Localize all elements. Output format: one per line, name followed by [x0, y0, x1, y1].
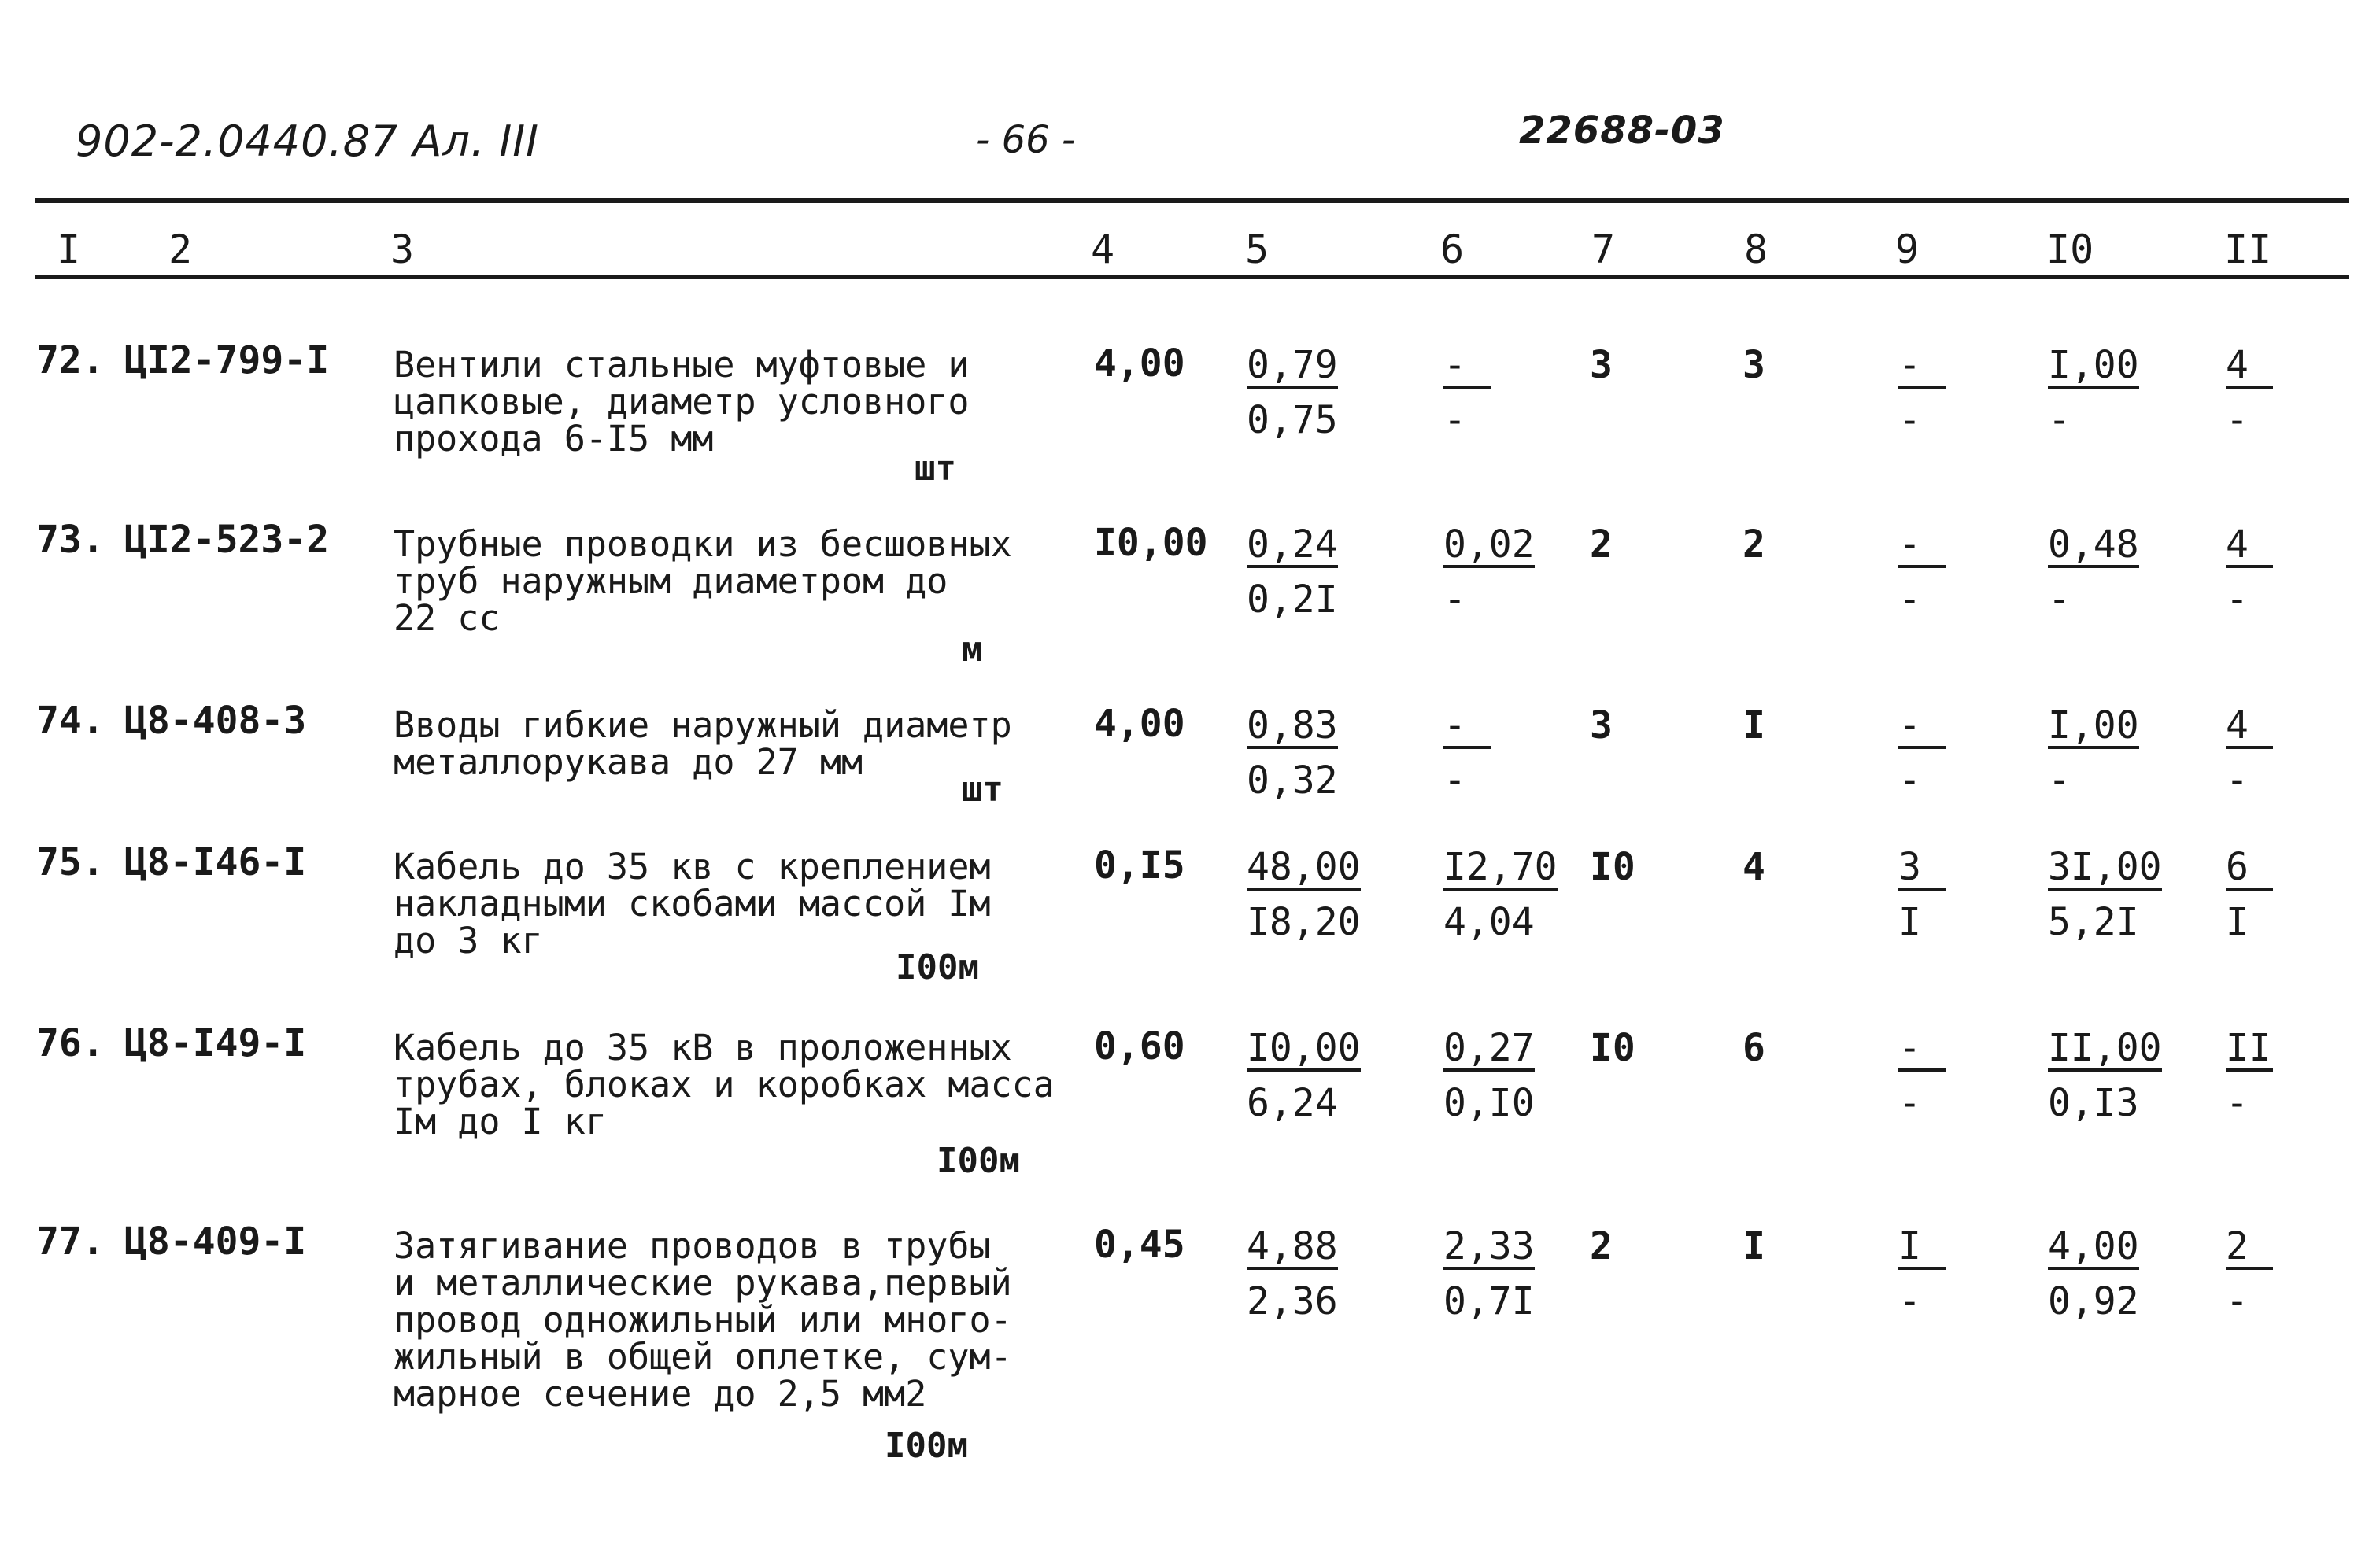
description-line: трубах, блоках и коробках масса — [394, 1064, 1055, 1105]
column-8-value: 2 — [1743, 522, 1765, 566]
value-top: 4,00 — [2048, 1224, 2139, 1268]
work-description — [394, 346, 970, 457]
description-line: и металлические рукава,первый — [394, 1262, 1012, 1304]
value-pair-c9 — [1898, 1026, 1946, 1125]
value-top: 48,00 — [1247, 845, 1361, 889]
column-7-value: 2 — [1590, 522, 1613, 566]
value-bottom: - — [1898, 758, 1921, 803]
value-top: 0,79 — [1247, 343, 1338, 387]
page-number: - 66 - — [976, 118, 1076, 162]
value-top: 0,02 — [1443, 522, 1535, 566]
quantity: I0,00 — [1094, 521, 1208, 565]
unit-label: шт — [962, 769, 1003, 810]
value-top: 0,27 — [1443, 1026, 1535, 1070]
description-line: 22 сс — [394, 597, 501, 639]
value-bottom: 0,I0 — [1443, 1081, 1535, 1125]
value-bottom: - — [1443, 398, 1466, 442]
value-top: - — [1898, 707, 1946, 749]
value-pair-c6 — [1443, 845, 1558, 944]
column-header-rule — [35, 275, 2349, 279]
value-bottom: - — [2226, 1081, 2249, 1125]
column-header-8: 8 — [1744, 227, 1768, 272]
column-8-value: 6 — [1743, 1026, 1765, 1070]
description-line: труб наружным диаметром до — [394, 560, 948, 602]
row-number: 74. — [36, 699, 105, 743]
row-number: 72. — [36, 338, 105, 382]
value-pair-c5 — [1247, 522, 1338, 622]
value-bottom: 2,36 — [1247, 1279, 1338, 1323]
value-bottom: - — [1898, 578, 1921, 622]
value-bottom: - — [1443, 578, 1466, 622]
column-header-10: I0 — [2046, 227, 2094, 272]
value-top: 2,33 — [1443, 1224, 1535, 1268]
description-line: цапковые, диаметр условного — [394, 381, 970, 423]
value-bottom: I — [2226, 900, 2249, 944]
value-pair-c5 — [1247, 703, 1338, 803]
column-header-5: 5 — [1245, 227, 1269, 272]
value-bottom: - — [1443, 758, 1466, 803]
quantity: 0,45 — [1094, 1223, 1185, 1267]
document-number: 22688-03 — [1519, 109, 1725, 153]
column-header-6: 6 — [1440, 227, 1465, 272]
description-line: марное сечение до 2,5 мм2 — [394, 1373, 927, 1415]
value-bottom: 6,24 — [1247, 1081, 1338, 1125]
rate-code: ЦI2-523-2 — [124, 518, 330, 562]
value-top: I2,70 — [1443, 845, 1558, 889]
value-bottom: I8,20 — [1247, 900, 1361, 944]
value-bottom: - — [2048, 578, 2071, 622]
rate-code: Ц8-I46-I — [124, 840, 307, 884]
value-top: 0,83 — [1247, 703, 1338, 747]
value-bottom: - — [1898, 398, 1921, 442]
value-top: - — [1443, 346, 1491, 389]
description-line: Трубные проводки из бесшовных — [394, 523, 1012, 565]
column-8-value: I — [1743, 1224, 1765, 1268]
value-pair-c11 — [2226, 1026, 2273, 1125]
work-description — [394, 1225, 1012, 1415]
value-bottom: - — [1898, 1279, 1921, 1323]
quantity: 0,60 — [1094, 1024, 1185, 1068]
row-number: 76. — [36, 1021, 105, 1065]
column-8-value: I — [1743, 703, 1765, 747]
row-number: 75. — [36, 840, 105, 884]
value-pair-c11 — [2226, 845, 2273, 944]
top-rule — [35, 198, 2349, 203]
work-description — [394, 704, 1012, 783]
value-pair-c6 — [1443, 522, 1535, 622]
value-bottom: 0,7I — [1443, 1279, 1535, 1323]
work-description — [394, 848, 991, 959]
value-top: I,00 — [2048, 703, 2139, 747]
value-pair-c11 — [2226, 522, 2273, 622]
value-bottom: 4,04 — [1443, 900, 1535, 944]
description-line: Затягивание проводов в трубы — [394, 1225, 991, 1267]
unit-label: I00м — [896, 947, 979, 987]
value-top: 0,48 — [2048, 522, 2139, 566]
value-pair-c6 — [1443, 703, 1491, 803]
value-pair-c9 — [1898, 845, 1946, 944]
value-pair-c9 — [1898, 703, 1946, 803]
value-bottom: - — [2048, 398, 2071, 442]
value-bottom: - — [2226, 1279, 2249, 1323]
value-pair-c11 — [2226, 343, 2273, 442]
value-bottom: 0,I3 — [2048, 1081, 2139, 1125]
column-7-value: 3 — [1590, 703, 1613, 747]
value-pair-c10 — [2048, 1224, 2139, 1323]
column-header-2: 2 — [168, 227, 193, 272]
value-top: 3 — [1898, 848, 1946, 891]
value-pair-c11 — [2226, 1224, 2273, 1323]
value-bottom: - — [2226, 578, 2249, 622]
rate-code: ЦI2-799-I — [124, 338, 330, 382]
value-top: 4 — [2226, 707, 2273, 749]
value-pair-c9 — [1898, 1224, 1946, 1323]
value-top: 6 — [2226, 848, 2273, 891]
value-top: 4,88 — [1247, 1224, 1338, 1268]
column-8-value: 3 — [1743, 343, 1765, 387]
value-top: I,00 — [2048, 343, 2139, 387]
value-top: II — [2226, 1029, 2273, 1072]
value-pair-c6 — [1443, 1224, 1535, 1323]
document-code: 902-2.0440.87 Ал. III — [76, 116, 540, 166]
value-bottom: I — [1898, 900, 1921, 944]
work-description — [394, 1029, 1055, 1140]
row-number: 77. — [36, 1220, 105, 1264]
column-8-value: 4 — [1743, 845, 1765, 889]
value-pair-c10 — [2048, 343, 2139, 442]
unit-label: I00м — [885, 1426, 968, 1466]
value-pair-c5 — [1247, 343, 1338, 442]
value-bottom: - — [1898, 1081, 1921, 1125]
unit-label: I00м — [937, 1141, 1020, 1181]
quantity: 4,00 — [1094, 341, 1185, 386]
value-top: - — [1443, 707, 1491, 749]
value-top: 4 — [2226, 346, 2273, 389]
value-pair-c11 — [2226, 703, 2273, 803]
value-bottom: 0,75 — [1247, 398, 1338, 442]
column-header-11: II — [2224, 227, 2272, 272]
value-pair-c5 — [1247, 1224, 1338, 1323]
column-7-value: I0 — [1590, 845, 1635, 889]
value-top: 0,24 — [1247, 522, 1338, 566]
description-line: накладными скобами массой Iм — [394, 883, 991, 924]
value-top: 4 — [2226, 526, 2273, 568]
quantity: 0,I5 — [1094, 843, 1185, 888]
value-top: I0,00 — [1247, 1026, 1361, 1070]
value-bottom: 0,92 — [2048, 1279, 2139, 1323]
value-bottom: 0,2I — [1247, 578, 1338, 622]
column-7-value: 3 — [1590, 343, 1613, 387]
column-7-value: 2 — [1590, 1224, 1613, 1268]
value-bottom: - — [2048, 758, 2071, 803]
rate-code: Ц8-408-3 — [124, 699, 307, 743]
value-bottom: 5,2I — [2048, 900, 2139, 944]
value-top: II,00 — [2048, 1026, 2162, 1070]
column-7-value: I0 — [1590, 1026, 1635, 1070]
quantity: 4,00 — [1094, 702, 1185, 746]
value-pair-c10 — [2048, 1026, 2162, 1125]
value-pair-c5 — [1247, 845, 1361, 944]
description-line: металлорукава до 27 мм — [394, 741, 863, 783]
column-header-1: I — [57, 227, 81, 272]
column-header-7: 7 — [1591, 227, 1616, 272]
unit-label: шт — [915, 448, 956, 489]
column-header-9: 9 — [1895, 227, 1920, 272]
column-header-4: 4 — [1091, 227, 1115, 272]
value-top: - — [1898, 526, 1946, 568]
description-line: провод одножильный или много- — [394, 1299, 1012, 1341]
description-line: Кабель до 35 кв с креплением — [394, 846, 991, 888]
description-line: Вводы гибкие наружный диаметр — [394, 704, 1012, 746]
value-top: 2 — [2226, 1227, 2273, 1270]
value-bottom: - — [2226, 398, 2249, 442]
description-line: Вентили стальные муфтовые и — [394, 344, 970, 386]
value-top: - — [1898, 346, 1946, 389]
unit-label: м — [962, 629, 983, 670]
value-bottom: 0,32 — [1247, 758, 1338, 803]
value-pair-c6 — [1443, 343, 1491, 442]
column-header-3: 3 — [390, 227, 415, 272]
description-line: до 3 кг — [394, 920, 543, 961]
description-line: Iм до I кг — [394, 1101, 607, 1142]
value-top: I — [1898, 1227, 1946, 1270]
value-pair-c6 — [1443, 1026, 1535, 1125]
work-description — [394, 523, 1012, 639]
value-pair-c10 — [2048, 522, 2139, 622]
row-number: 73. — [36, 518, 105, 562]
value-top: 3I,00 — [2048, 845, 2162, 889]
description-line: прохода 6-I5 мм — [394, 418, 714, 459]
rate-code: Ц8-I49-I — [124, 1021, 307, 1065]
value-pair-c10 — [2048, 845, 2162, 944]
value-pair-c10 — [2048, 703, 2139, 803]
value-pair-c9 — [1898, 522, 1946, 622]
value-pair-c5 — [1247, 1026, 1361, 1125]
description-line: жильный в общей оплетке, сум- — [394, 1336, 1012, 1378]
value-pair-c9 — [1898, 343, 1946, 442]
description-line: Кабель до 35 кВ в проложенных — [394, 1027, 1012, 1068]
rate-code: Ц8-409-I — [124, 1220, 307, 1264]
value-top: - — [1898, 1029, 1946, 1072]
value-bottom: - — [2226, 758, 2249, 803]
